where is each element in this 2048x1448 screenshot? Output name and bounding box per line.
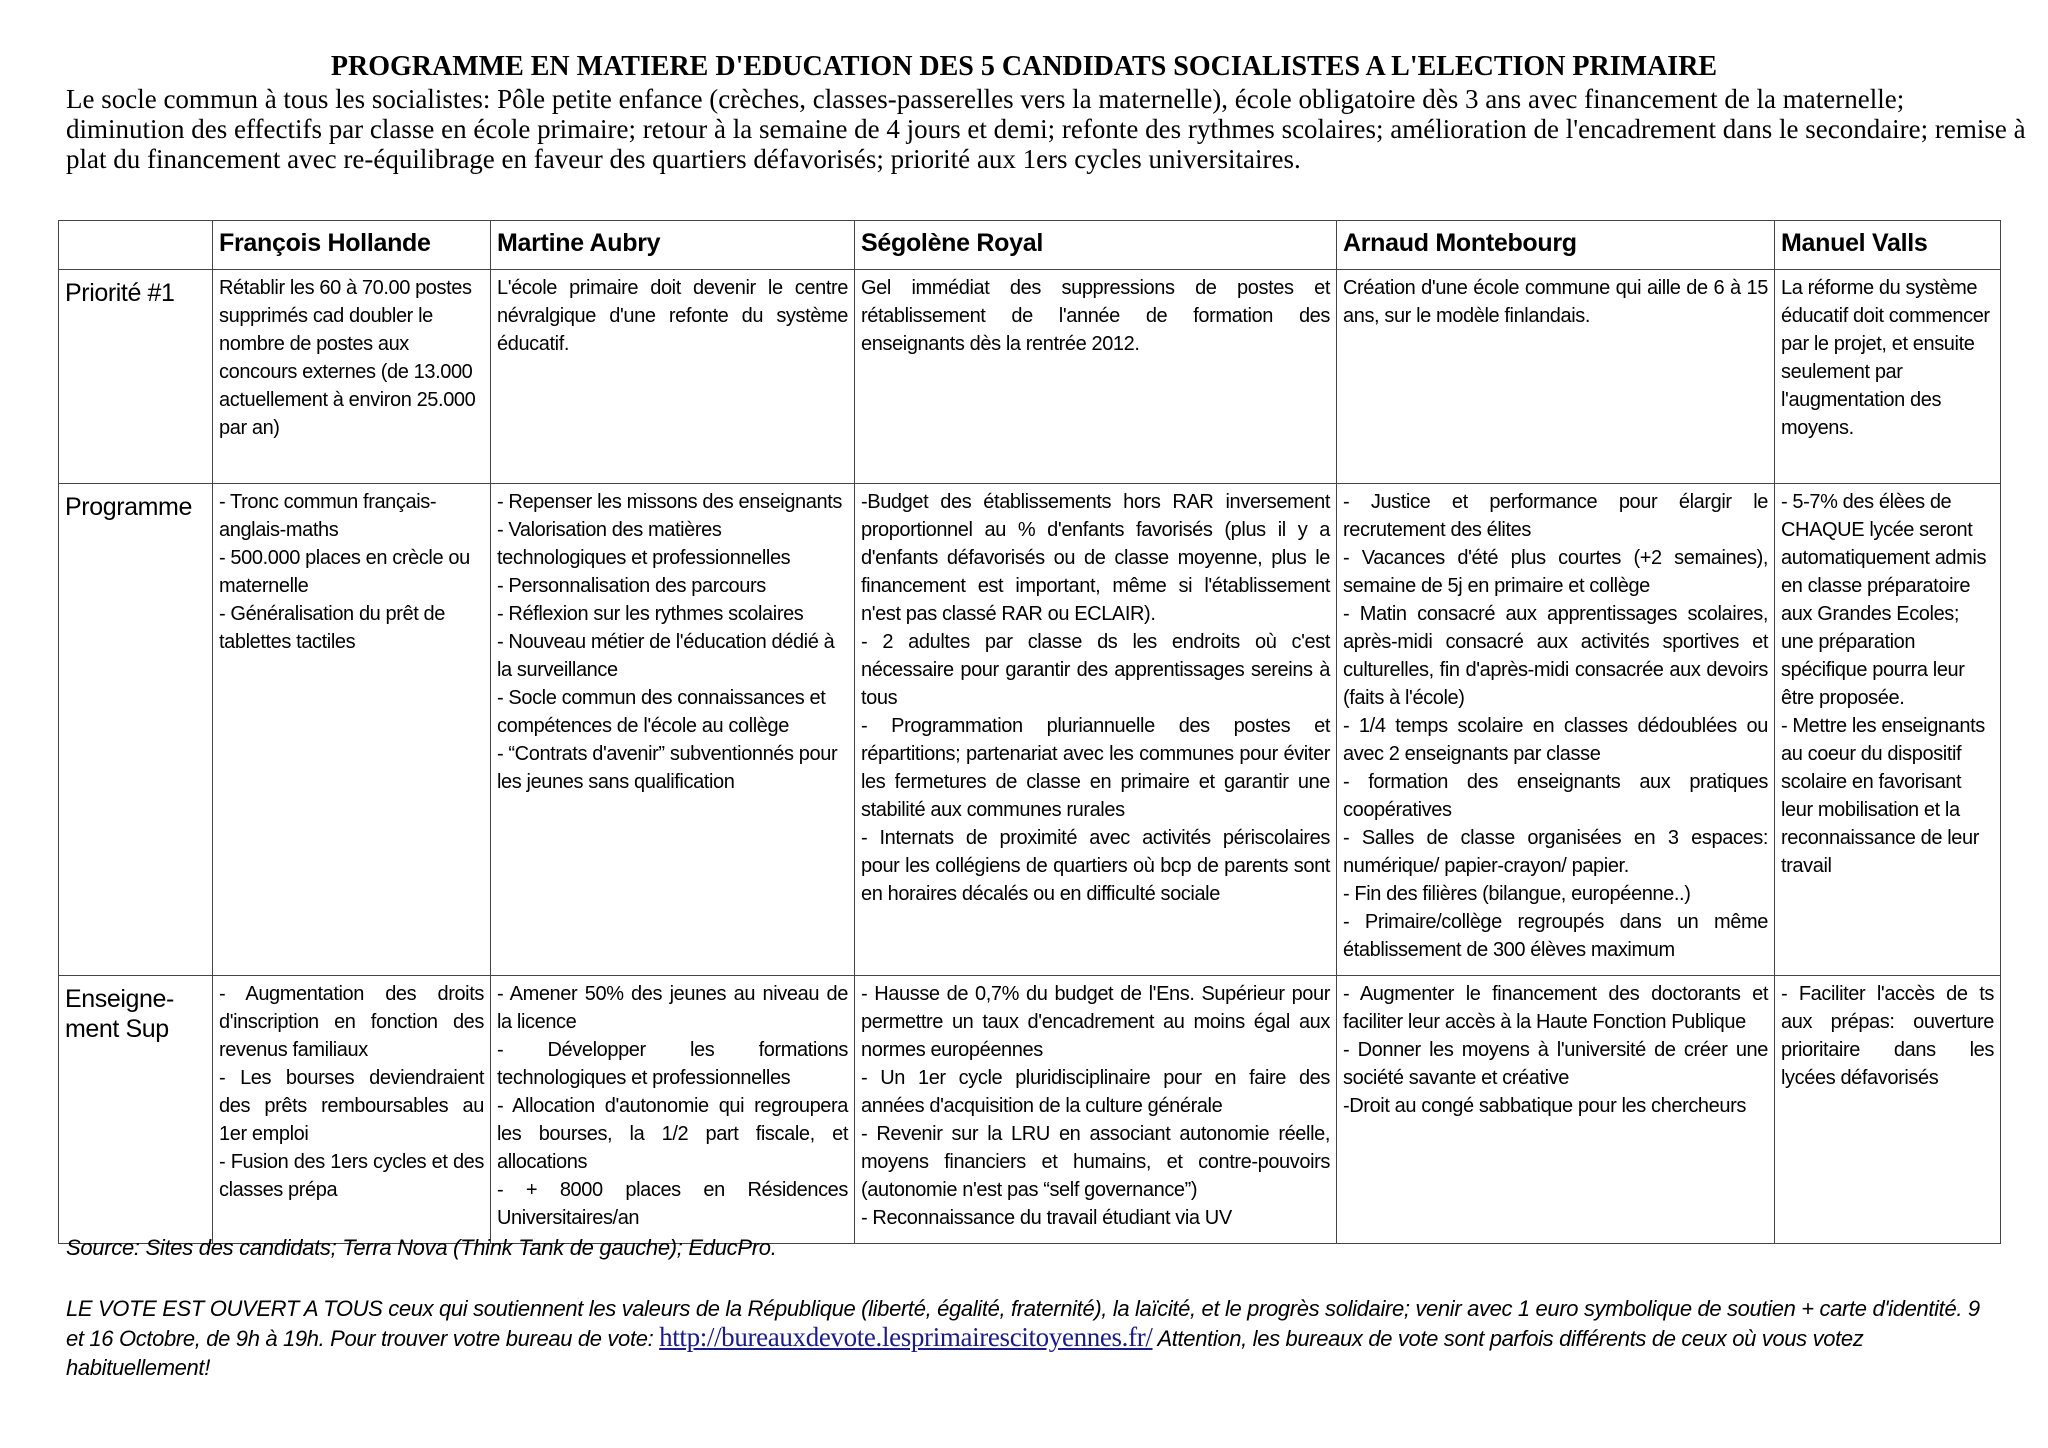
cell-line: - Un 1er cycle pluridisciplinaire pour en faire des années d'acquisition de la culture générale — [861, 1067, 1330, 1117]
cell-line: - Réflexion sur les rythmes scolaires — [497, 603, 804, 625]
table-cell — [855, 484, 1337, 976]
polling-station-link[interactable]: http://bureauxdevote.lesprimairescitoyennes.fr/ — [659, 1322, 1153, 1352]
table-cell — [1337, 484, 1775, 976]
table-cell — [213, 484, 491, 976]
cell-line: La réforme du système éducatif doit commencer par le projet, et ensuite seulement par l'augmentation des moyens. — [1781, 277, 1990, 439]
candidate-header: Ségolène Royal — [855, 221, 1337, 270]
table-cell — [491, 976, 855, 1244]
table-cell — [1775, 270, 2001, 484]
table-row — [59, 976, 2001, 1244]
row-label: Enseigne-ment Sup — [59, 976, 213, 1244]
cell-line: - 500.000 places en crècle ou maternelle — [219, 547, 470, 597]
table-row — [59, 270, 2001, 484]
row-label: Programme — [59, 484, 213, 976]
table-cell — [1337, 270, 1775, 484]
cell-line: - Fusion des 1ers cycles et des classes prépa — [219, 1151, 484, 1201]
cell-line: - Augmentation des droits d'inscription en fonction des revenus familiaux — [219, 983, 484, 1061]
candidate-header: François Hollande — [213, 221, 491, 270]
table-cell — [855, 270, 1337, 484]
table-row — [59, 484, 2001, 976]
cell-line: -Budget des établissements hors RAR inversement proportionnel au % d'enfants favorisés (plus il y a d'enfants défavorisés ou de classe moyenne, plus le financement est important, même si l'établissement n'est pas classé RAR ou ECLAIR). — [861, 491, 1330, 625]
vote-text: LE VOTE EST OUVERT A TOUS ceux qui soutiennent les valeurs de la République (liberté, égalité, fraternité), la laïcité, et le progrès solidaire; venir avec 1 euro symbolique de soutien + carte d'identité. 9 et 16 Octobre, de 9h à 19h. Pour trouver votre bureau de vote: — [66, 1296, 1980, 1351]
cell-line: - Amener 50% des jeunes au niveau de la licence — [497, 983, 848, 1033]
cell-line: - “Contrats d'avenir” subventionnés pour les jeunes sans qualification — [497, 743, 838, 793]
vote-notice — [66, 1294, 1996, 1382]
cell-line: - Nouveau métier de l'éducation dédié à la surveillance — [497, 631, 835, 681]
table-cell — [1775, 484, 2001, 976]
cell-line: - Tronc commun français-anglais-maths — [219, 491, 437, 541]
candidates-table — [58, 220, 2001, 1244]
candidate-header: Martine Aubry — [491, 221, 855, 270]
cell-line: - Généralisation du prêt de tablettes tactiles — [219, 603, 446, 653]
intro-paragraph: Le socle commun à tous les socialistes: Pôle petite enfance (crèches, classes-passerelles vers la maternelle), école obligatoire dès 3 ans avec financement de la maternelle; diminution des effectifs par classe en école primaire; retour à la semaine de 4 jours et demi; refonte des rythmes scolaires; amélioration de l'encadrement dans le secondaire; remise à plat du financement avec re-équilibrage en faveur des quartiers défavorisés; priorité aux 1ers cycles universitaires. — [66, 84, 2026, 174]
cell-line: -Droit au congé sabbatique pour les chercheurs — [1343, 1095, 1746, 1117]
row-label: Priorité #1 — [59, 270, 213, 484]
candidate-header: Manuel Valls — [1775, 221, 2001, 270]
cell-line: - Augmenter le financement des doctorants et faciliter leur accès à la Haute Fonction Publique — [1343, 983, 1768, 1033]
cell-line: - Internats de proximité avec activités périscolaires pour les collégiens de quartiers où bcp de parents sont en horaires décalés ou en difficulté sociale — [861, 827, 1330, 905]
cell-line: - + 8000 places en Résidences Universitaires/an — [497, 1179, 848, 1229]
cell-line: - 1/4 temps scolaire en classes dédoublées ou avec 2 enseignants par classe — [1343, 715, 1768, 765]
cell-line: - Donner les moyens à l'université de créer une société savante et créative — [1343, 1039, 1768, 1089]
cell-line: - Matin consacré aux apprentissages scolaires, après-midi consacré aux activités sportives et culturelles, fin d'après-midi consacrée aux devoirs (faits à l'école) — [1343, 603, 1768, 709]
table-header-row — [59, 221, 2001, 270]
cell-line: - Les bourses deviendraient des prêts remboursables au 1er emploi — [219, 1067, 484, 1145]
cell-line: - Salles de classe organisées en 3 espaces: numérique/ papier-crayon/ papier. — [1343, 827, 1768, 877]
cell-line: - Socle commun des connaissances et compétences de l'école au collège — [497, 687, 826, 737]
cell-line: Rétablir les 60 à 70.00 postes supprimés cad doubler le nombre de postes aux concours externes (de 13.000 actuellement à environ 25.000 par an) — [219, 277, 476, 439]
cell-line: - 2 adultes par classe ds les endroits où c'est nécessaire pour garantir des apprentissages sereins à tous — [861, 631, 1330, 709]
cell-line: - Mettre les enseignants au coeur du dispositif scolaire en favorisant leur mobilisation et la reconnaissance de leur travail — [1781, 715, 1985, 877]
cell-line: - Programmation pluriannuelle des postes et répartitions; partenariat avec les communes pour éviter les fermetures de classe en primaire et garantir une stabilité aux communes rurales — [861, 715, 1330, 821]
document-title: PROGRAMME EN MATIERE D'EDUCATION DES 5 CANDIDATS SOCIALISTES A L'ELECTION PRIMAIRE — [330, 51, 1718, 82]
cell-line: - Fin des filières (bilangue, européenne..) — [1343, 883, 1691, 905]
table-cell — [491, 484, 855, 976]
cell-line: - Personnalisation des parcours — [497, 575, 766, 597]
table-cell — [213, 976, 491, 1244]
cell-line: - Développer les formations technologiques et professionnelles — [497, 1039, 848, 1089]
cell-line: - formation des enseignants aux pratiques coopératives — [1343, 771, 1768, 821]
cell-line: - Faciliter l'accès de ts aux prépas: ouverture prioritaire dans les lycées défavorisés — [1781, 983, 1994, 1089]
corner-cell — [59, 221, 213, 270]
cell-line: - Valorisation des matières technologiques et professionnelles — [497, 519, 791, 569]
cell-line: - Revenir sur la LRU en associant autonomie réelle, moyens financiers et humains, et contre-pouvoirs (autonomie n'est pas “self governance”) — [861, 1123, 1330, 1201]
cell-line: - Hausse de 0,7% du budget de l'Ens. Supérieur pour permettre un taux d'encadrement au moins égal aux normes européennes — [861, 983, 1330, 1061]
table-cell — [855, 976, 1337, 1244]
cell-line: Création d'une école commune qui aille de 6 à 15 ans, sur le modèle finlandais. — [1343, 277, 1768, 327]
cell-line: - 5-7% des élèes de CHAQUE lycée seront automatiquement admis en classe préparatoire aux Grandes Ecoles; une préparation spécifique pourra leur être proposée. — [1781, 491, 1987, 709]
table-cell — [213, 270, 491, 484]
table-cell — [1337, 976, 1775, 1244]
table-cell — [1775, 976, 2001, 1244]
cell-line: - Vacances d'été plus courtes (+2 semaines), semaine de 5j en primaire et collège — [1343, 547, 1768, 597]
cell-line: - Repenser les missons des enseignants — [497, 491, 842, 513]
vote-warning: Attention, les bureaux de vote sont parfois différents de ceux où vous votez habituellement! — [66, 1326, 1864, 1380]
cell-line: - Justice et performance pour élargir le recrutement des élites — [1343, 491, 1768, 541]
cell-line: - Allocation d'autonomie qui regroupera les bourses, la 1/2 part fiscale, et allocations — [497, 1095, 848, 1173]
table-cell — [491, 270, 855, 484]
cell-line: L'école primaire doit devenir le centre névralgique d'une refonte du système éducatif. — [497, 277, 848, 355]
candidate-header: Arnaud Montebourg — [1337, 221, 1775, 270]
cell-line: Gel immédiat des suppressions de postes et rétablissement de l'année de formation des enseignants dès la rentrée 2012. — [861, 277, 1330, 355]
cell-line: - Reconnaissance du travail étudiant via UV — [861, 1207, 1232, 1229]
cell-line: - Primaire/collège regroupés dans un même établissement de 300 élèves maximum — [1343, 911, 1768, 961]
source-note: Source: Sites des candidats; Terra Nova (Think Tank de gauche); EducPro. — [66, 1235, 777, 1260]
